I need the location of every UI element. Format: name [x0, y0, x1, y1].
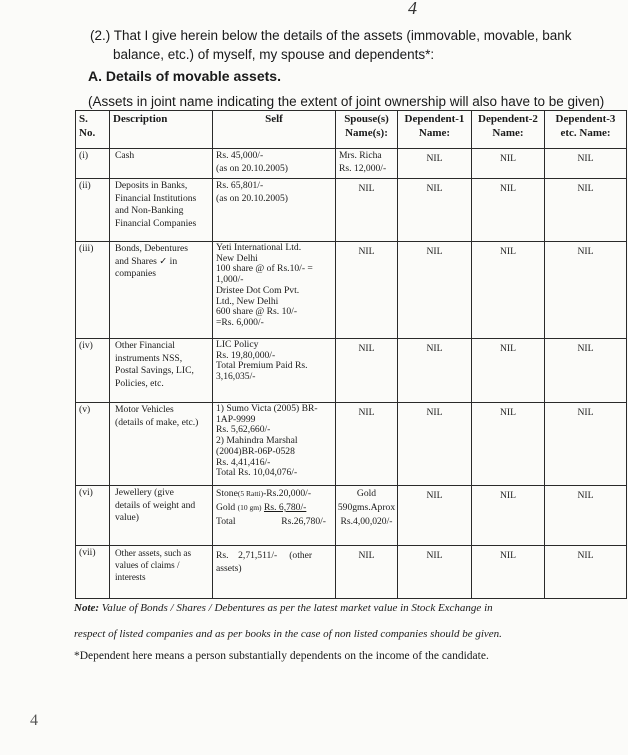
header-sno — [76, 111, 110, 149]
row-self — [213, 179, 336, 242]
row-description — [110, 242, 213, 339]
row-spouse — [336, 149, 398, 179]
description-line: values of claims / — [115, 560, 180, 571]
valuation-note-continued: respect of listed companies and as per books in the case of non listed companies should be given. — [74, 628, 502, 640]
table-header-row — [76, 111, 627, 149]
self-line: 2) Mahindra Marshal — [216, 435, 298, 447]
joint-ownership-note: (Assets in joint name indicating the extent of joint ownership will also have to be given) — [88, 94, 605, 109]
row-dependent-1: NIL — [398, 179, 472, 242]
self-line: Total Rs. 10,04,076/- — [216, 467, 298, 479]
description-line: and Non-Banking — [115, 205, 184, 217]
self-line: assets) — [216, 562, 242, 574]
row-description — [110, 179, 213, 242]
table-row-cash — [76, 149, 627, 179]
row-dependent-3: NIL — [545, 403, 627, 486]
self-line: (2004)BR-06P-0528 — [216, 445, 295, 457]
description-line: value) — [115, 512, 139, 524]
header-spouse-line: Name(s): — [345, 127, 388, 140]
row-sno: (ii) — [76, 179, 110, 242]
header-sno-line: S. — [79, 113, 88, 125]
header-dependent-3 — [545, 111, 627, 149]
table-row-jewellery — [76, 486, 627, 546]
self-line: Rs. 65,801/- — [216, 180, 264, 191]
self-line: New Delhi — [216, 252, 258, 264]
row-sno: (iv) — [76, 339, 110, 403]
row-sno: (vii) — [76, 546, 110, 599]
self-line: 1) Sumo Victa (2005) BR- — [216, 403, 318, 414]
self-line: Rs. 45,000/- — [216, 150, 264, 161]
self-line: Rs. 5,62,660/- — [216, 424, 271, 436]
stone-value: -Rs.20,000/- — [263, 488, 312, 499]
row-sno: (iii) — [76, 242, 110, 339]
row-spouse — [336, 486, 398, 546]
row-dependent-2: NIL — [472, 242, 545, 339]
self-line: 600 share @ Rs. 10/- — [216, 306, 298, 318]
row-spouse: NIL — [336, 339, 398, 403]
self-line: (as on 20.10.2005) — [216, 162, 288, 174]
description-line: Financial Companies — [115, 217, 197, 229]
total-value: Rs.26,780/- — [281, 515, 326, 527]
note-text: Value of Bonds / Shares / Debentures as per the latest market value in Stock Exchange in — [99, 602, 493, 614]
description-line: Postal Savings, LIC, — [115, 365, 194, 377]
jewellery-total-line — [216, 515, 332, 529]
row-spouse: NIL — [336, 179, 398, 242]
stone-label: Stone — [216, 488, 238, 499]
row-dependent-2: NIL — [472, 339, 545, 403]
description-line: details of weight and — [115, 499, 196, 511]
self-line: 1,000/- — [216, 274, 244, 286]
spouse-line: Mrs. Richa — [339, 150, 382, 161]
gold-unit: (10 gm) — [237, 502, 262, 512]
intro-text: (2.) That I give herein below the details of the assets (immovable, movable, bank — [90, 28, 572, 43]
row-sno: (v) — [76, 403, 110, 486]
description-line: Cash — [115, 150, 135, 161]
margin-handwritten-mark: 4 — [30, 712, 38, 729]
row-dependent-3: NIL — [545, 149, 627, 179]
self-line: 3,16,035/- — [216, 371, 256, 383]
page-number: 4 — [408, 0, 417, 18]
self-line: Ltd., New Delhi — [216, 295, 279, 307]
row-spouse: NIL — [336, 242, 398, 339]
header-sno-line: No. — [79, 127, 96, 140]
description-line: (details of make, etc.) — [115, 416, 199, 428]
self-line: LIC Policy — [216, 339, 259, 350]
header-dep2-line: Dependent-2 — [478, 113, 538, 125]
description-line: instruments NSS, — [115, 352, 183, 364]
row-spouse: NIL — [336, 546, 398, 599]
row-dependent-2: NIL — [472, 546, 545, 599]
gold-value: Rs. 6,780/- — [263, 501, 307, 513]
row-dependent-2: NIL — [472, 403, 545, 486]
header-dep2-line: Name: — [492, 127, 524, 140]
valuation-note — [74, 602, 493, 614]
section-heading: A. Details of movable assets. — [88, 68, 281, 84]
dependent-definition-note: *Dependent here means a person substantially dependents on the income of the candidate. — [74, 650, 489, 662]
description-line: Policies, etc. — [115, 377, 164, 389]
description-line: Other assets, such as — [115, 548, 192, 558]
row-description — [110, 339, 213, 403]
row-description — [110, 546, 213, 599]
row-dependent-3: NIL — [545, 242, 627, 339]
row-sno: (vi) — [76, 486, 110, 546]
movable-assets-table — [75, 110, 627, 599]
self-line: 1AP-9999 — [216, 413, 256, 425]
header-description: Description — [110, 111, 213, 149]
header-dep1-line: Name: — [418, 127, 451, 140]
header-dependent-1 — [398, 111, 472, 149]
spouse-line: Rs. 12,000/- — [339, 162, 387, 174]
self-line: Rs. 4,41,416/- — [216, 456, 271, 468]
row-self — [213, 546, 336, 599]
header-dep3-line: etc. Name: — [560, 127, 611, 140]
description-line: Other Financial — [115, 340, 175, 351]
description-line: companies — [115, 268, 157, 280]
row-self — [213, 486, 336, 546]
description-line: interests — [115, 572, 146, 583]
description-line: Bonds, Debentures — [115, 243, 189, 254]
table-row-other-assets — [76, 546, 627, 599]
table-row-deposits — [76, 179, 627, 242]
jewellery-stone-line — [216, 487, 332, 501]
row-sno: (i) — [76, 149, 110, 179]
row-dependent-3: NIL — [545, 339, 627, 403]
self-line: =Rs. 6,000/- — [216, 317, 264, 329]
gold-label: Gold — [216, 501, 236, 513]
header-dep3-line: Dependent-3 — [555, 113, 616, 125]
row-dependent-1: NIL — [398, 339, 472, 403]
row-self — [213, 149, 336, 179]
total-label: Total — [216, 515, 236, 527]
table-row-financial-instruments — [76, 339, 627, 403]
description-line: Financial Institutions — [115, 192, 197, 204]
self-line: Rs. 19,80,000/- — [216, 349, 276, 361]
row-dependent-3: NIL — [545, 486, 627, 546]
table-row-bonds — [76, 242, 627, 339]
row-dependent-1: NIL — [398, 149, 472, 179]
header-self: Self — [213, 111, 336, 149]
row-self — [213, 242, 336, 339]
row-description — [110, 486, 213, 546]
jewellery-gold-line — [216, 501, 332, 515]
description-line: and Shares ✓ in — [115, 255, 178, 267]
row-dependent-2: NIL — [472, 179, 545, 242]
stone-unit: (5 Ratti) — [237, 489, 264, 498]
intro-text-continued: balance, etc.) of myself, my spouse and dependents*: — [113, 47, 435, 62]
self-line: Total Premium Paid Rs. — [216, 360, 308, 372]
self-line: 100 share @ of Rs.10/- = — [216, 263, 313, 275]
table-row-motor-vehicles — [76, 403, 627, 486]
description-line: Jewellery (give — [115, 487, 174, 498]
header-dep1-line: Dependent-1 — [404, 113, 465, 125]
row-spouse: NIL — [336, 403, 398, 486]
row-dependent-1: NIL — [398, 486, 472, 546]
header-spouse-line: Spouse(s) — [344, 113, 389, 125]
row-dependent-3: NIL — [545, 179, 627, 242]
row-dependent-2: NIL — [472, 149, 545, 179]
self-line: Rs. 2,71,511/- (other — [216, 550, 313, 561]
row-dependent-3: NIL — [545, 546, 627, 599]
description-line: Motor Vehicles — [115, 404, 174, 415]
row-self — [213, 403, 336, 486]
self-line: Yeti International Ltd. — [216, 242, 302, 253]
description-line: Deposits in Banks, — [115, 180, 188, 191]
note-label: Note: — [74, 602, 100, 614]
row-description — [110, 403, 213, 486]
row-self — [213, 339, 336, 403]
spouse-line: Rs.4,00,020/- — [340, 515, 393, 527]
self-line: (as on 20.10.2005) — [216, 192, 288, 204]
self-line: Dristee Dot Com Pvt. — [216, 284, 300, 296]
spouse-line: Gold — [356, 488, 377, 499]
header-spouse — [336, 111, 398, 149]
row-dependent-1: NIL — [398, 242, 472, 339]
row-dependent-2: NIL — [472, 486, 545, 546]
row-dependent-1: NIL — [398, 403, 472, 486]
spouse-line: 590gms.Aprox — [337, 501, 396, 513]
row-description — [110, 149, 213, 179]
header-dependent-2 — [472, 111, 545, 149]
row-dependent-1: NIL — [398, 546, 472, 599]
